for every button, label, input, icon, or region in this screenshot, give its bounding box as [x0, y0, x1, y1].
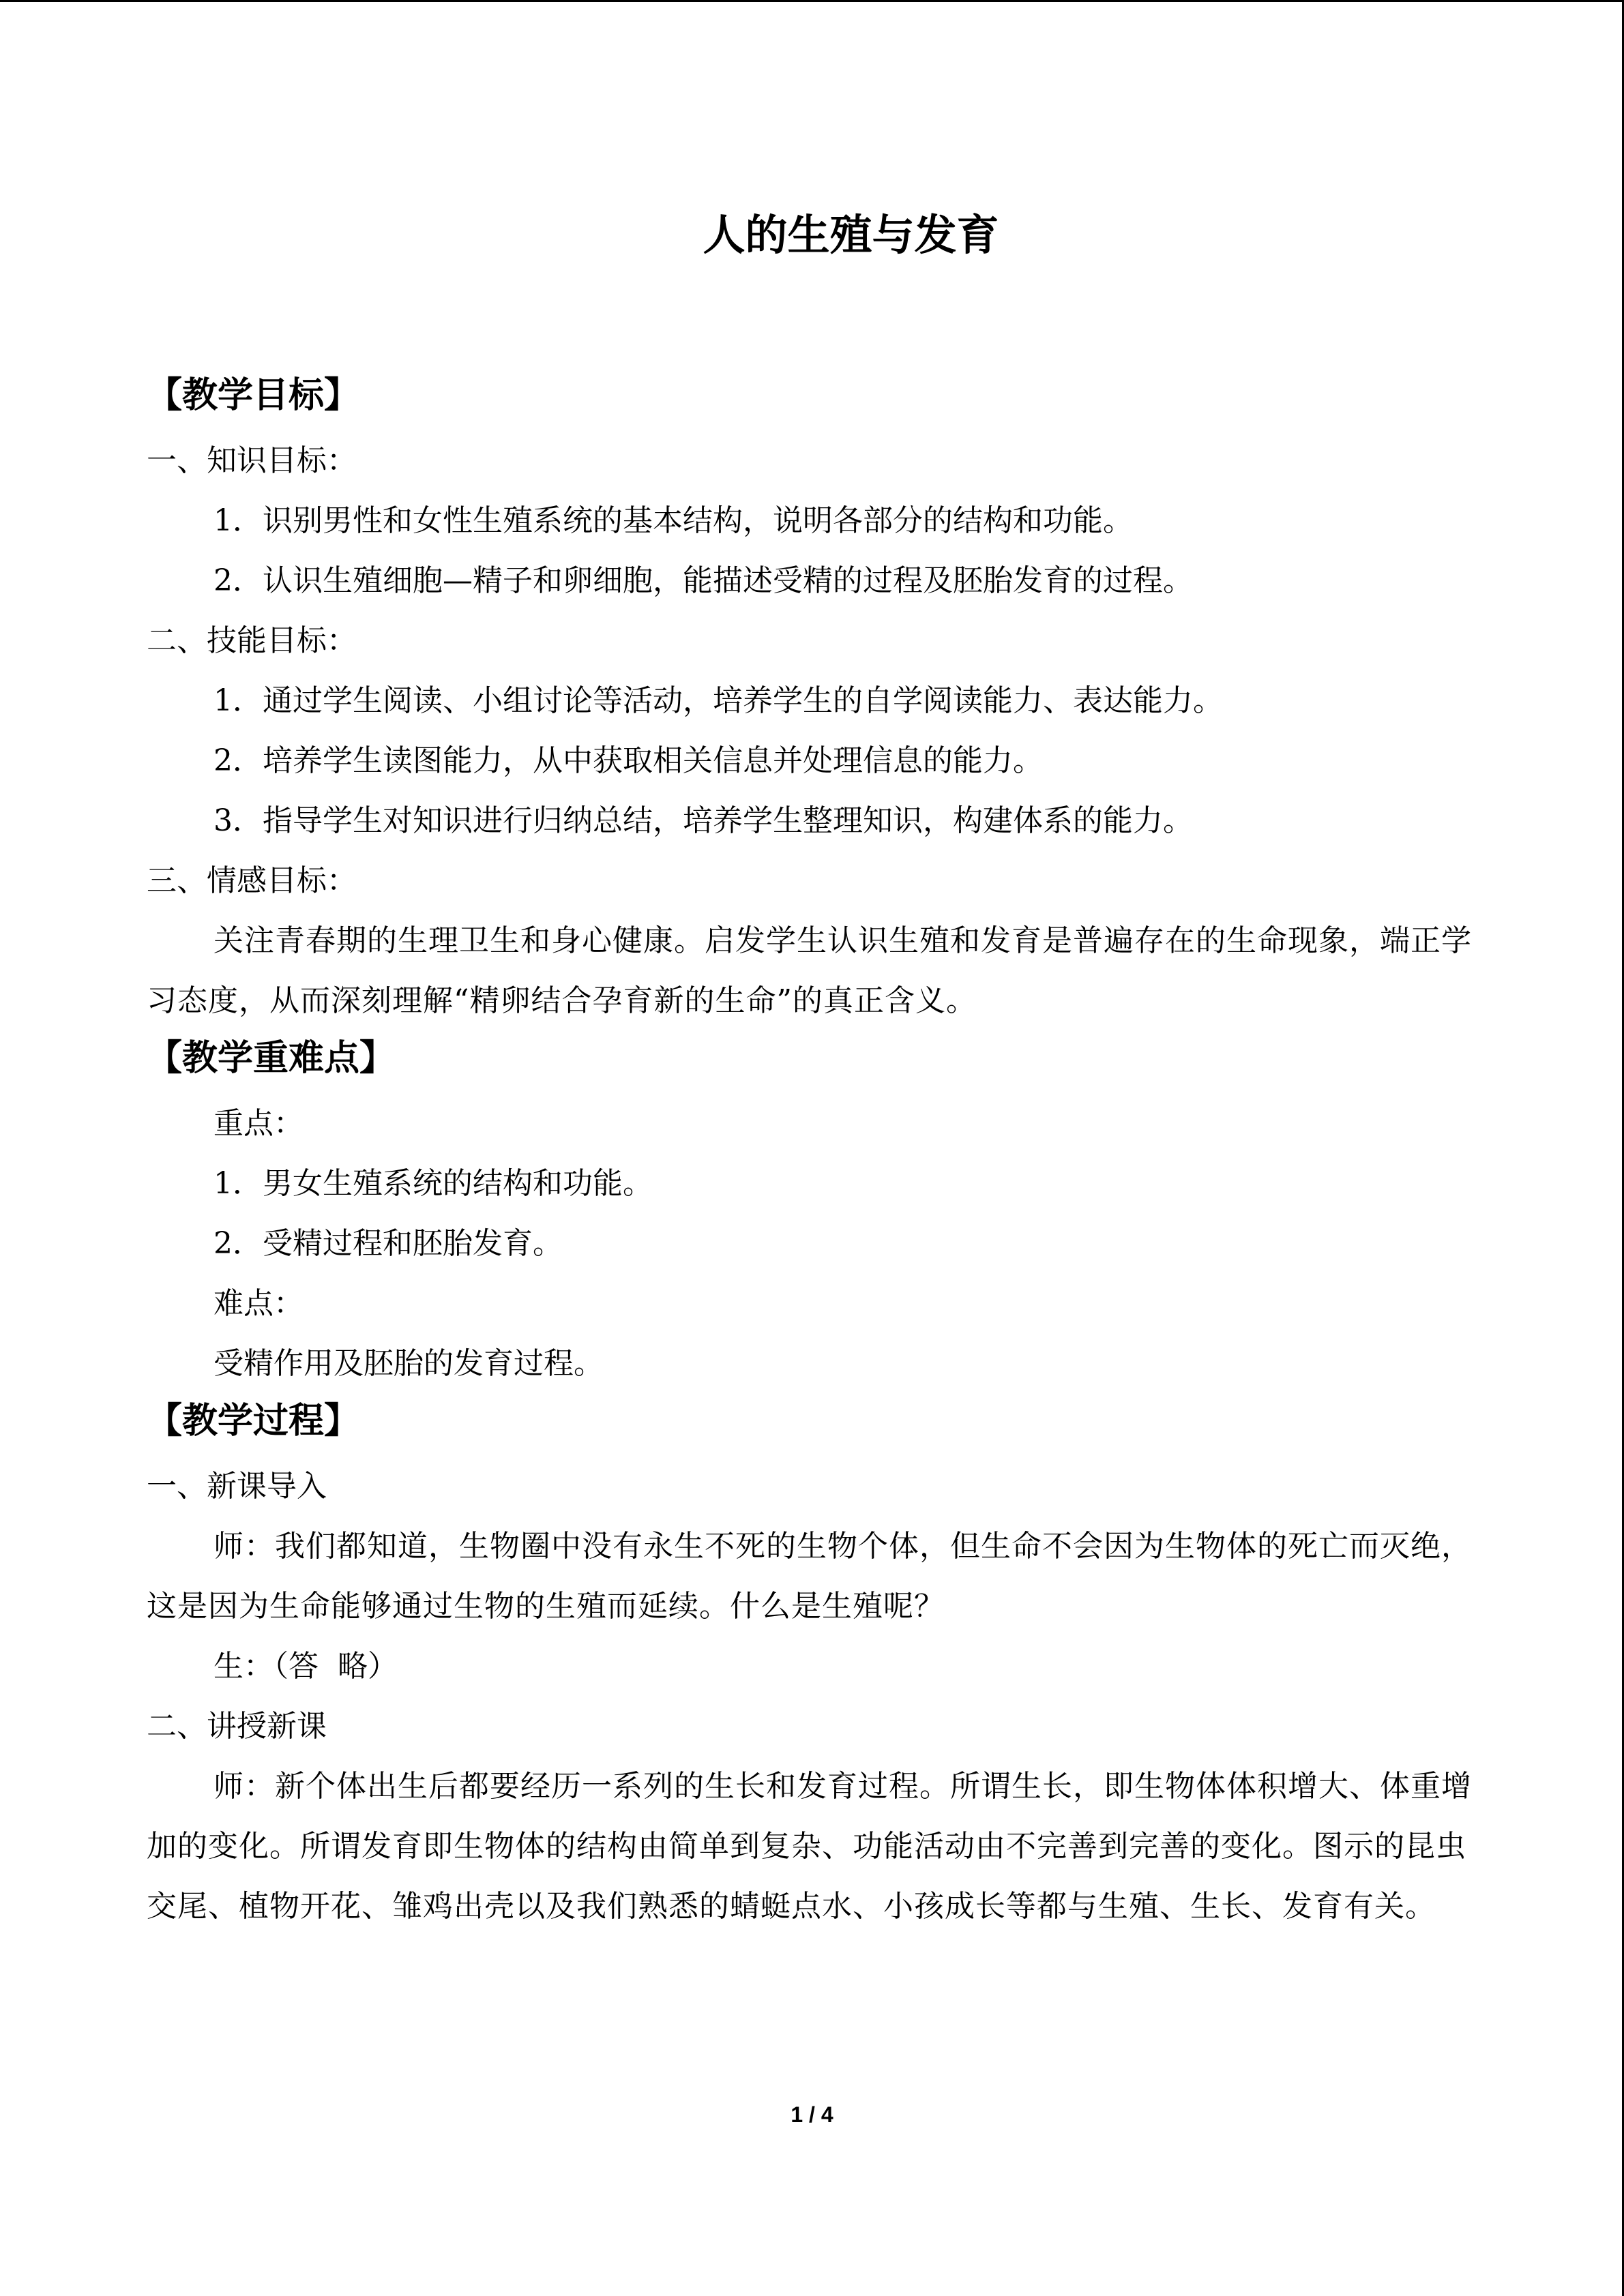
intro-label: 一、新课导入 [147, 1469, 327, 1504]
knowledge-goal-item: 1．识别男性和女性生殖系统的基本结构，说明各部分的结构和功能。 [213, 503, 1133, 538]
section-heading-keypoints: 【教学重难点】 [147, 1038, 396, 1079]
intro-teacher-text: 师：我们都知道，生物圈中没有永生不死的生物个体，但生命不会因为生物体的死亡而灭绝，这是因为生命能够通过生物的生殖而延续。什么是生殖呢？ [147, 1529, 1472, 1624]
skill-goals-label: 二、技能目标： [147, 623, 357, 658]
skill-goal-item: 3．指导学生对知识进行归纳总结，培养学生整理知识，构建体系的能力。 [213, 803, 1193, 838]
difficult-point-text: 受精作用及胚胎的发育过程。 [213, 1346, 604, 1381]
page-number: 1 / 4 [791, 2102, 833, 2127]
key-point-item: 1．男女生殖系统的结构和功能。 [213, 1166, 653, 1201]
key-point-item: 2．受精过程和胚胎发育。 [213, 1226, 563, 1261]
lecture-teacher-text: 师：新个体出生后都要经历一系列的生长和发育过程。所谓生长，即生物体体积增大、体重增加的变化。所谓发育即生物体的结构由简单到复杂、功能活动由不完善到完善的变化。图示的昆虫交尾、植物开花、雏鸡出壳以及我们熟悉的蜻蜓点水、小孩成长等都与生殖、生长、发育有关。 [147, 1769, 1472, 1924]
difficult-points-label: 难点： [213, 1286, 304, 1321]
emotion-goals-label: 三、情感目标： [147, 863, 357, 898]
intro-student-text: 生：（答 略） [213, 1649, 398, 1684]
page-title: 人的生殖与发育 [703, 210, 999, 260]
section-heading-goals: 【教学目标】 [147, 375, 360, 416]
emotion-goal-text: 关注青春期的生理卫生和身心健康。启发学生认识生殖和发育是普遍存在的生命现象，端正学习态度，从而深刻理解“精卵结合孕育新的生命”的真正含义。 [147, 923, 1472, 1018]
skill-goal-item: 2．培养学生读图能力，从中获取相关信息并处理信息的能力。 [213, 743, 1043, 778]
lecture-label: 二、讲授新课 [147, 1709, 327, 1744]
document-body [147, 205, 1483, 1937]
skill-goal-item: 1．通过学生阅读、小组讨论等活动，培养学生的自学阅读能力、表达能力。 [213, 683, 1223, 718]
knowledge-goal-item: 2．认识生殖细胞—精子和卵细胞，能描述受精的过程及胚胎发育的过程。 [213, 563, 1193, 598]
section-heading-process: 【教学过程】 [147, 1401, 360, 1442]
knowledge-goals-label: 一、知识目标： [147, 443, 357, 478]
key-points-label: 重点： [213, 1106, 304, 1141]
